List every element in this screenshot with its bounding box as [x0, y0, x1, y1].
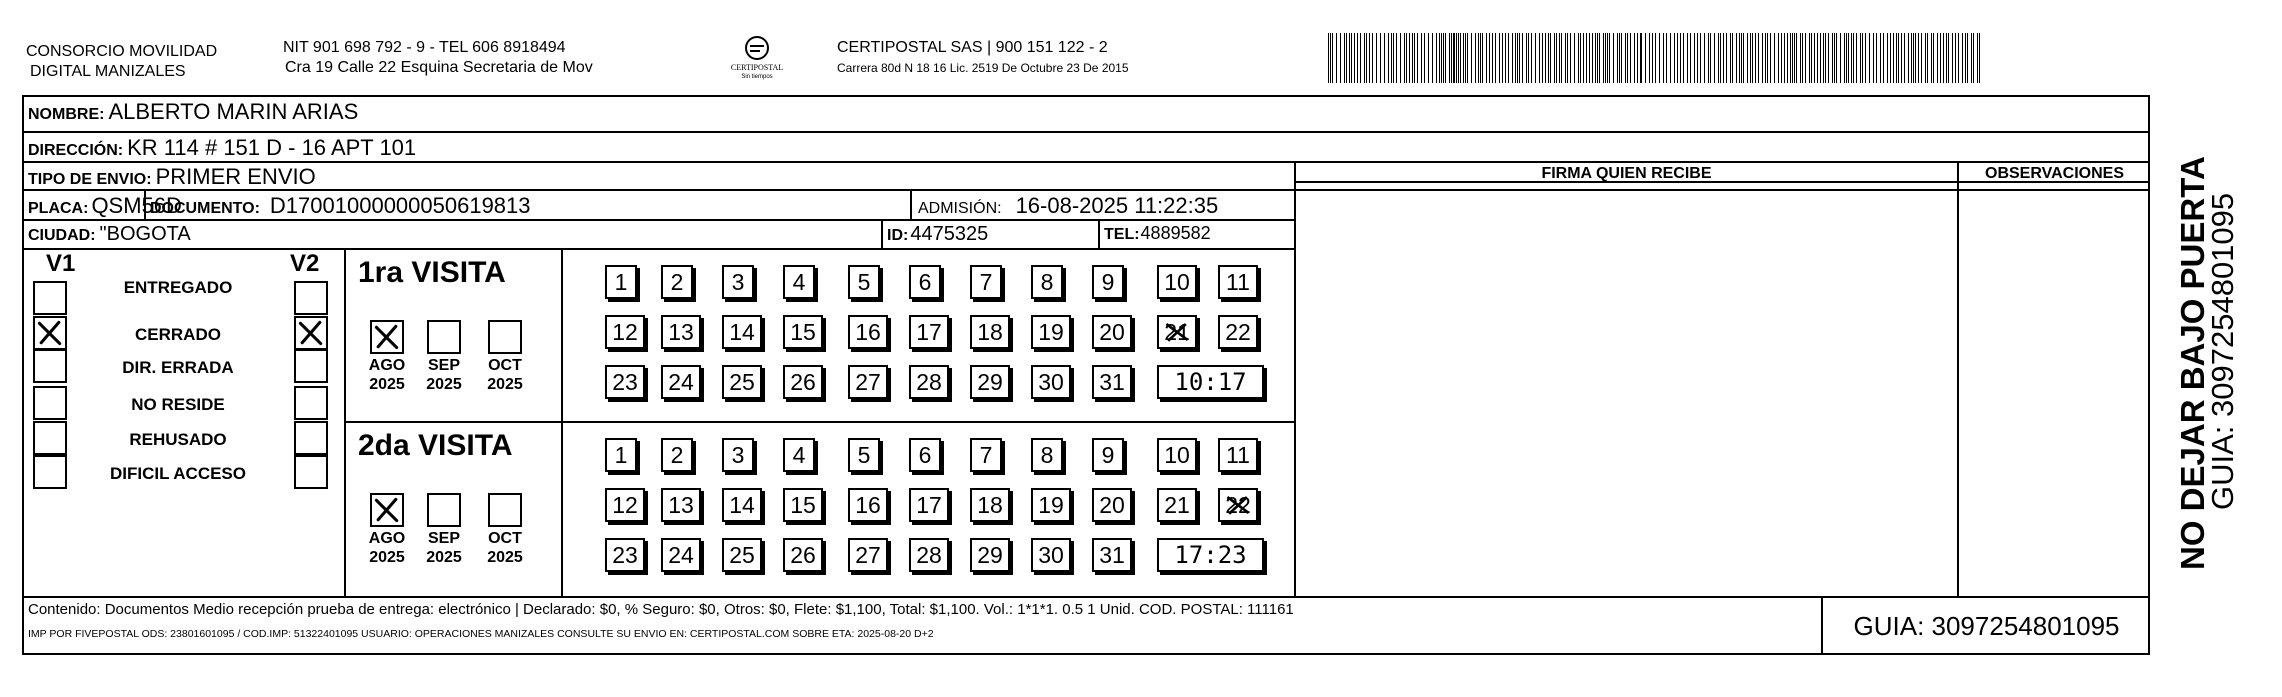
id-label: ID: — [887, 227, 909, 244]
carrier-line-2: Carrera 80d N 18 16 Lic. 2519 De Octubre 23 De 2015 — [837, 61, 1129, 75]
day-box[interactable]: 24 — [661, 365, 701, 399]
admision-label: ADMISIÓN: — [918, 200, 1002, 217]
day-box[interactable]: 25 — [722, 538, 762, 572]
day-box[interactable]: 12 — [605, 488, 645, 522]
footer-line-2: IMP POR FIVEPOSTAL ODS: 23801601095 / COD.IMP: 51322401095 USUARIO: OPERACIONES MANIZALES CONSULTE SU ENVIO EN: CERTIPOSTAL.COM SOBRE ETA: 2025-08-20 D+2 — [28, 628, 934, 640]
address-line: Cra 19 Calle 22 Esquina Secretaria de Mov — [285, 59, 593, 76]
day-box[interactable]: 1 — [605, 265, 637, 299]
v1-checkbox[interactable] — [33, 386, 67, 420]
time-value: 10:17 — [1174, 368, 1247, 396]
month-checkbox[interactable] — [370, 493, 404, 527]
tel-cell — [1104, 223, 1211, 244]
logo-subtext: Sin tiempos — [741, 74, 773, 80]
carrier-line-1: CERTIPOSTAL SAS | 900 151 122 - 2 — [837, 39, 1108, 56]
year-label: 2025 — [426, 549, 462, 566]
day-box[interactable]: 12 — [605, 315, 645, 349]
day-box[interactable]: 13 — [661, 488, 701, 522]
month-label: OCT — [488, 357, 522, 374]
day-box[interactable]: 19 — [1031, 488, 1071, 522]
day-box[interactable]: 4 — [783, 265, 815, 299]
company-line-1: CONSORCIO MOVILIDAD — [26, 43, 218, 60]
placa-value: QSM56D — [91, 193, 182, 218]
direccion-label: DIRECCIÓN: — [28, 142, 124, 159]
v1-header: V1 — [46, 250, 76, 277]
month-checkbox[interactable] — [488, 493, 522, 527]
day-box[interactable]: 26 — [783, 365, 823, 399]
month-checkbox[interactable] — [427, 493, 461, 527]
documento-value: D17001000000050619813 — [269, 193, 531, 218]
v2-header: V2 — [290, 250, 320, 277]
day-box[interactable]: 8 — [1031, 438, 1063, 472]
admision-cell — [918, 193, 1218, 219]
status-label: NO RESIDE — [131, 395, 225, 414]
day-box[interactable]: 13 — [661, 315, 701, 349]
ciudad-cell — [28, 223, 191, 246]
admision-value: 16-08-2025 11:22:35 — [1015, 193, 1219, 218]
company-line-2: DIGITAL MANIZALES — [30, 63, 186, 80]
month-label: AGO — [368, 530, 406, 547]
visit-title: 1ra VISITA — [358, 256, 506, 289]
nombre-row — [28, 99, 358, 125]
day-box[interactable]: 30 — [1031, 365, 1071, 399]
day-box[interactable]: 11 — [1218, 265, 1258, 299]
day-box[interactable]: 11 — [1218, 438, 1258, 472]
day-box[interactable]: 31 — [1092, 538, 1132, 572]
day-box[interactable]: 23 — [605, 365, 645, 399]
day-box[interactable]: 6 — [909, 438, 941, 472]
time-box[interactable] — [1157, 538, 1264, 572]
v2-checkbox[interactable] — [294, 349, 328, 383]
id-value: 4475325 — [910, 223, 989, 245]
day-box[interactable]: 3 — [722, 265, 754, 299]
direccion-row — [28, 135, 416, 161]
status-label: DIFICIL ACCESO — [109, 464, 246, 483]
v1-checkbox[interactable] — [33, 421, 67, 455]
v1-checkbox[interactable] — [33, 455, 67, 489]
day-box[interactable]: 2 — [661, 438, 693, 472]
v2-checkbox[interactable] — [294, 386, 328, 420]
day-box[interactable]: 20 — [1092, 315, 1132, 349]
status-label: REHUSADO — [129, 430, 227, 449]
day-box[interactable]: 21 — [1157, 315, 1197, 349]
day-box[interactable]: 18 — [970, 315, 1010, 349]
placa-label: PLACA: — [28, 200, 89, 217]
day-box[interactable]: 29 — [970, 365, 1010, 399]
nit-line: NIT 901 698 792 - 9 - TEL 606 8918494 — [283, 39, 566, 56]
day-box[interactable]: 18 — [970, 488, 1010, 522]
day-box[interactable]: 24 — [661, 538, 701, 572]
year-label: 2025 — [369, 376, 405, 393]
tel-value: 4889582 — [1140, 223, 1211, 243]
day-box[interactable]: 3 — [722, 438, 754, 472]
day-box[interactable]: 14 — [722, 315, 762, 349]
v1-checkbox[interactable] — [33, 281, 67, 315]
month-label: SEP — [427, 357, 460, 374]
tel-label: TEL: — [1104, 226, 1140, 243]
year-label: 2025 — [369, 549, 405, 566]
footer-guia: GUIA: 3097254801095 — [1853, 611, 2120, 641]
day-box[interactable]: 27 — [848, 538, 888, 572]
day-box[interactable]: 5 — [848, 438, 880, 472]
day-box[interactable]: 10 — [1157, 438, 1197, 472]
direccion-value: KR 114 # 151 D - 16 APT 101 — [127, 135, 417, 160]
day-box[interactable]: 1 — [605, 438, 637, 472]
day-box[interactable]: 15 — [783, 315, 823, 349]
v2-checkbox[interactable] — [294, 421, 328, 455]
day-box[interactable]: 16 — [848, 315, 888, 349]
documento-label: DOCUMENTO: — [150, 200, 260, 217]
side-guia: GUIA: 3097254801095 — [2205, 192, 2240, 510]
day-box[interactable]: 23 — [605, 538, 645, 572]
day-box[interactable]: 20 — [1092, 488, 1132, 522]
v2-checkbox[interactable] — [294, 281, 328, 315]
month-checkbox[interactable] — [427, 320, 461, 354]
status-label: CERRADO — [135, 325, 221, 344]
nombre-value: ALBERTO MARIN ARIAS — [108, 99, 359, 124]
month-label: SEP — [427, 530, 460, 547]
footer-line-1: Contenido: Documentos Medio recepción prueba de entrega: electrónico | Declarado: $0, % Seguro: $0, Otros: $0, Flete: $1,100, Total: $1,100. Vol.: 1*1*1. 0.5 1 Unid. COD. POSTAL: 111161 — [28, 601, 1294, 618]
logo-text: CERTIPOSTAL — [730, 63, 784, 72]
day-box[interactable]: 9 — [1092, 265, 1124, 299]
id-cell — [887, 223, 988, 246]
month-label: AGO — [368, 357, 406, 374]
month-checkbox[interactable] — [370, 320, 404, 354]
time-box[interactable] — [1157, 365, 1264, 399]
carrier-info — [837, 38, 1129, 78]
day-box[interactable]: 8 — [1031, 265, 1063, 299]
day-box[interactable]: 6 — [909, 265, 941, 299]
day-box[interactable]: 5 — [848, 265, 880, 299]
v1-checkbox[interactable] — [33, 349, 67, 383]
nombre-label: NOMBRE: — [28, 106, 105, 123]
day-box[interactable]: 7 — [970, 438, 1002, 472]
status-label: ENTREGADO — [123, 278, 233, 297]
day-box[interactable]: 28 — [909, 365, 949, 399]
time-value: 17:23 — [1174, 541, 1247, 569]
tipo-envio-value: PRIMER ENVIO — [155, 164, 316, 189]
month-label: OCT — [488, 530, 522, 547]
day-box[interactable]: 2 — [661, 265, 693, 299]
year-label: 2025 — [487, 549, 523, 566]
day-box[interactable]: 25 — [722, 365, 762, 399]
documento-cell — [150, 193, 531, 219]
v2-checkbox[interactable] — [294, 455, 328, 489]
year-label: 2025 — [487, 376, 523, 393]
day-box[interactable]: 26 — [783, 538, 823, 572]
day-box[interactable]: 22 — [1218, 315, 1258, 349]
barcode — [1328, 33, 1988, 83]
side-warning: NO DEJAR BAJO PUERTA — [2174, 156, 2211, 570]
year-label: 2025 — [426, 376, 462, 393]
firma-header: FIRMA QUIEN RECIBE — [1541, 165, 1712, 182]
day-box[interactable]: 15 — [783, 488, 823, 522]
day-box[interactable]: 14 — [722, 488, 762, 522]
day-box[interactable]: 28 — [909, 538, 949, 572]
day-box[interactable]: 4 — [783, 438, 815, 472]
observaciones-header: OBSERVACIONES — [1985, 165, 2124, 182]
ciudad-value: "BOGOTA — [99, 223, 191, 245]
day-box[interactable]: 31 — [1092, 365, 1132, 399]
day-box[interactable]: 17 — [909, 315, 949, 349]
day-box[interactable]: 10 — [1157, 265, 1197, 299]
day-box[interactable]: 21 — [1157, 488, 1197, 522]
day-box[interactable]: 9 — [1092, 438, 1124, 472]
status-label: DIR. ERRADA — [122, 358, 234, 377]
ciudad-label: CIUDAD: — [28, 227, 96, 244]
day-box[interactable]: 29 — [970, 538, 1010, 572]
day-box[interactable]: 27 — [848, 365, 888, 399]
tipo-envio-row — [28, 164, 316, 190]
company-name — [26, 42, 217, 82]
company-info — [283, 38, 593, 78]
month-checkbox[interactable] — [488, 320, 522, 354]
day-box[interactable]: 30 — [1031, 538, 1071, 572]
visit-title: 2da VISITA — [358, 429, 513, 462]
day-box[interactable]: 16 — [848, 488, 888, 522]
day-box[interactable]: 7 — [970, 265, 1002, 299]
certipostal-logo — [724, 34, 790, 86]
v2-checkbox[interactable] — [294, 316, 328, 350]
day-box[interactable]: 22 — [1218, 488, 1258, 522]
day-box[interactable]: 19 — [1031, 315, 1071, 349]
tipo-envio-label: TIPO DE ENVIO: — [28, 171, 152, 188]
day-box[interactable]: 17 — [909, 488, 949, 522]
v1-checkbox[interactable] — [33, 316, 67, 350]
